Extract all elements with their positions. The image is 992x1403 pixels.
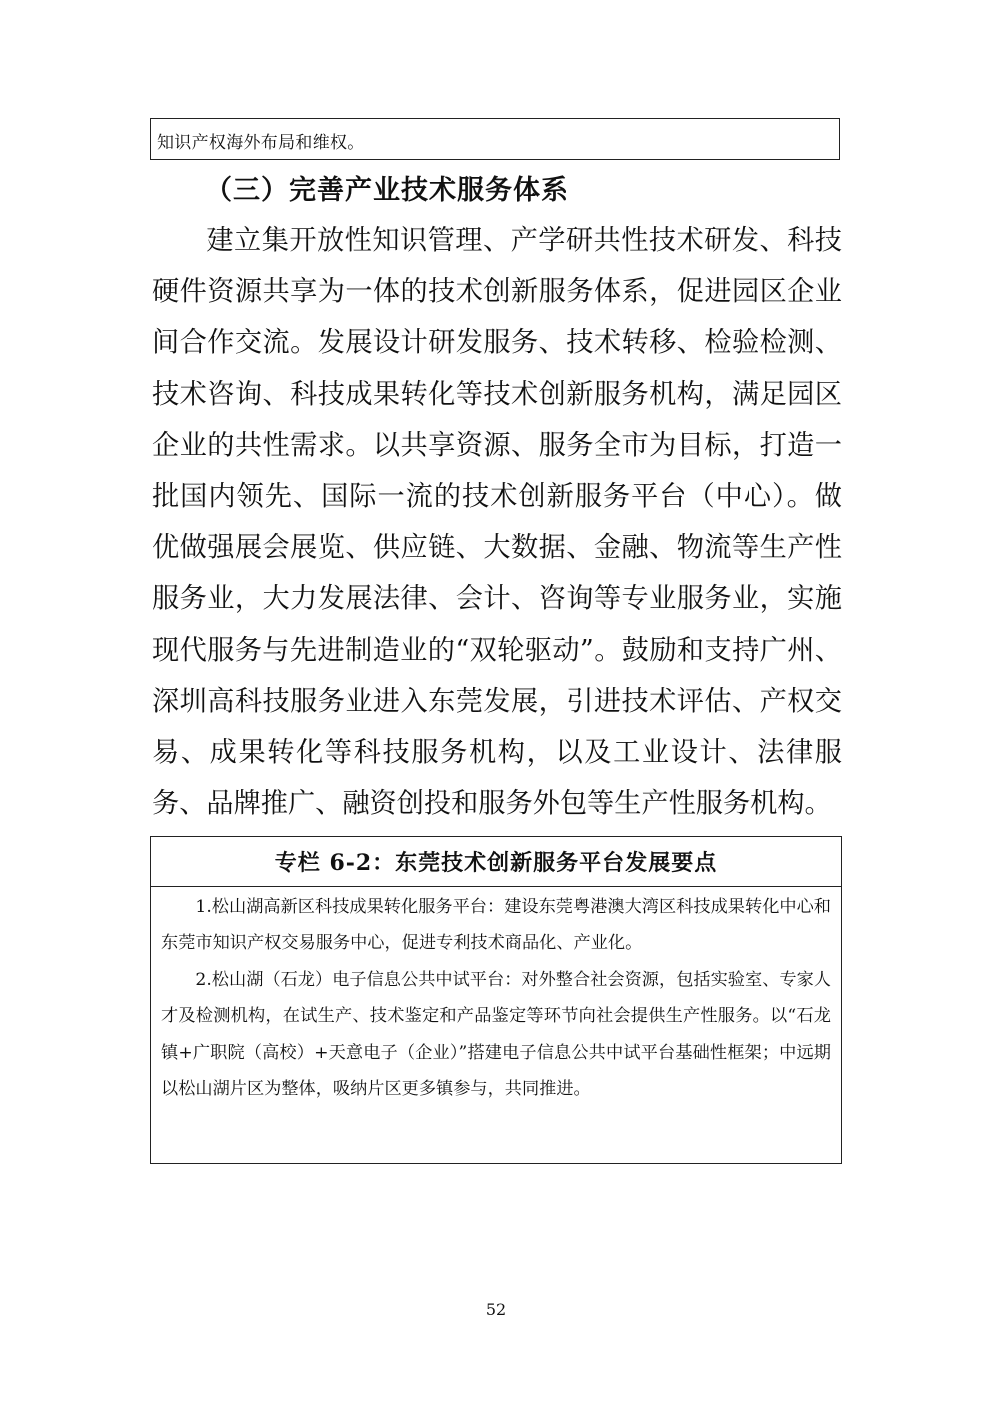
panel-item: 2.松山湖（石龙）电子信息公共中试平台：对外整合社会资源，包括实验室、专家人才及检测机构，在试生产、技术鉴定和产品鉴定等环节向社会提供生产性服务。以“石龙镇+广职院（高校）+天意电子（企业）”搭建电子信息公共中试平台基础性框架；中远期以松山湖片区为整体，吸纳片区更多镇参与，共同推进。 xyxy=(161,969,831,1100)
section-heading: （三）完善产业技术服务体系 xyxy=(205,175,569,206)
feature-panel xyxy=(150,836,842,1164)
body-paragraph: 建立集开放性知识管理、产学研共性技术研发、科技硬件资源共享为一体的技术创新服务体系，促进园区企业间合作交流。发展设计研发服务、技术转移、检验检测、技术咨询、科技成果转化等技术创新服务机构，满足园区企业的共性需求。以共享资源、服务全市为目标，打造一批国内领先、国际一流的技术创新服务平台（中心）。做优做强展会展览、供应链、大数据、金融、物流等生产性服务业，大力发展法律、会计、咨询等专业服务业，实施现代服务与先进制造业的“双轮驱动”。鼓励和支持广州、深圳高科技服务业进入东莞发展，引进技术评估、产权交易、成果转化等科技服务机构，以及工业设计、法律服务、品牌推广、融资创投和服务外包等生产性服务机构。 xyxy=(152,225,842,820)
panel-title: 专栏 6-2：东莞技术创新服务平台发展要点 xyxy=(151,837,841,887)
panel-item: 1.松山湖高新区科技成果转化服务平台：建设东莞粤港澳大湾区科技成果转化中心和东莞市知识产权交易服务中心，促进专利技术商品化、产业化。 xyxy=(161,897,831,954)
continued-box xyxy=(150,118,840,160)
continued-box-text: 知识产权海外布局和维权。 xyxy=(157,133,365,153)
panel-body xyxy=(151,887,841,1107)
page-number: 52 xyxy=(485,1300,507,1319)
